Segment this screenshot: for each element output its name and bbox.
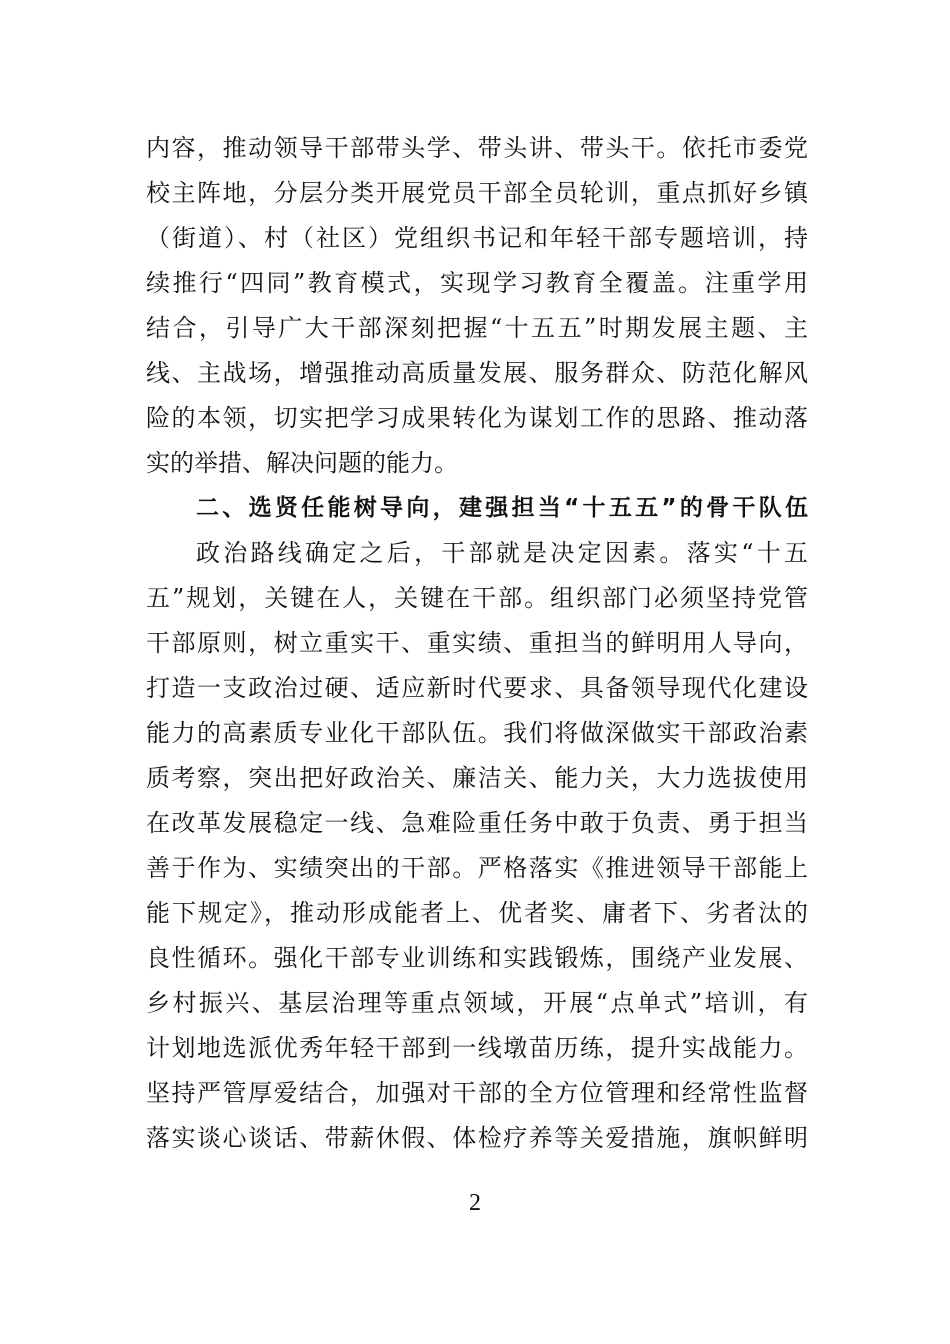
paragraph-2-line-7: 在改革发展稳定一线、急难险重任务中敢于负责、勇于担当: [146, 809, 808, 837]
paragraph-1-line-5: 结合，引导广大干部深刻把握“十五五”时期发展主题、主: [146, 314, 808, 342]
paragraph-1-line-3: （街道）、村（社区）党组织书记和年轻干部专题培训，持: [146, 224, 808, 252]
paragraph-1-line-6: 线、主战场，增强推动高质量发展、服务群众、防范化解风: [146, 359, 808, 387]
page-number: 2: [469, 1190, 481, 1216]
paragraph-1-line-4: 续推行“四同”教育模式，实现学习教育全覆盖。注重学用: [146, 269, 808, 297]
paragraph-2-line-6: 质考察，突出把好政治关、廉洁关、能力关，大力选拔使用: [146, 764, 808, 792]
paragraph-2-line-13: 坚持严管厚爱结合，加强对干部的全方位管理和经常性监督: [146, 1079, 808, 1107]
paragraph-2-line-11: 乡村振兴、基层治理等重点领域，开展“点单式”培训，有: [146, 989, 808, 1017]
paragraph-2-line-4: 打造一支政治过硬、适应新时代要求、具备领导现代化建设: [146, 674, 808, 702]
paragraph-1-line-2: 校主阵地，分层分类开展党员干部全员轮训，重点抓好乡镇: [146, 179, 808, 207]
paragraph-2-line-14: 落实谈心谈话、带薪休假、体检疗养等关爱措施，旗帜鲜明: [146, 1124, 808, 1152]
paragraph-2-line-8: 善于作为、实绩突出的干部。严格落实《推进领导干部能上: [146, 854, 808, 882]
paragraph-1-line-1: 内容，推动领导干部带头学、带头讲、带头干。依托市委党: [146, 134, 808, 162]
paragraph-2-line-3: 干部原则，树立重实干、重实绩、重担当的鲜明用人导向，: [146, 629, 808, 657]
section-heading: 二、选贤任能树导向，建强担当“十五五”的骨干队伍: [196, 495, 808, 521]
paragraph-1-line-8: 实的举措、解决问题的能力。: [146, 449, 458, 477]
paragraph-2-line-9: 能下规定》，推动形成能者上、优者奖、庸者下、劣者汰的: [146, 899, 808, 927]
paragraph-2-line-12: 计划地选派优秀年轻干部到一线墩苗历练，提升实战能力。: [146, 1034, 808, 1062]
paragraph-1-line-7: 险的本领，切实把学习成果转化为谋划工作的思路、推动落: [146, 404, 808, 432]
paragraph-2-line-10: 良性循环。强化干部专业训练和实践锻炼，围绕产业发展、: [146, 944, 808, 972]
paragraph-2-line-2: 五”规划，关键在人，关键在干部。组织部门必须坚持党管: [146, 584, 808, 612]
paragraph-2-line-5: 能力的高素质专业化干部队伍。我们将做深做实干部政治素: [146, 719, 808, 747]
paragraph-2-line-1: 政治路线确定之后，干部就是决定因素。落实“十五: [196, 539, 808, 567]
